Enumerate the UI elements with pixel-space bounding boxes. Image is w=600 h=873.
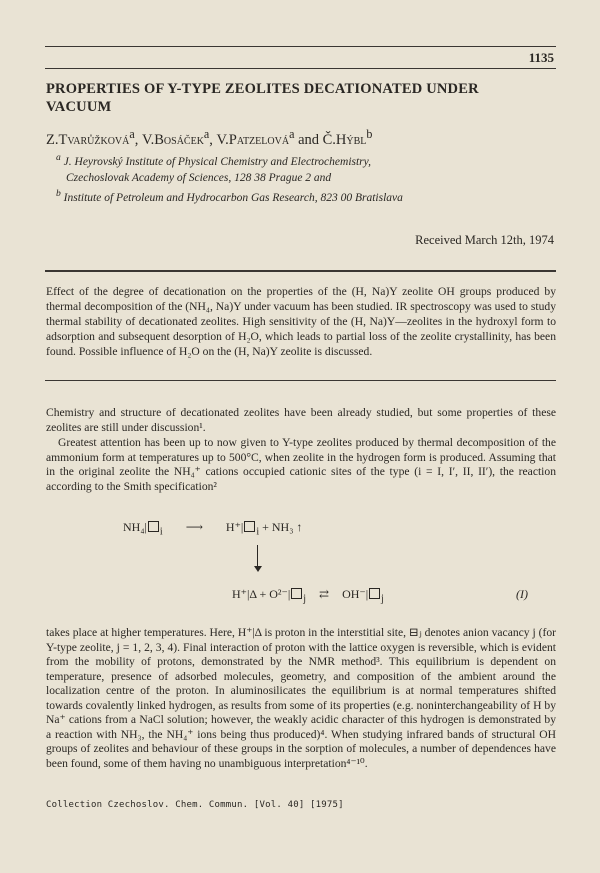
paragraph-3: takes place at higher temperatures. Here, H⁺|Δ is proton in the interstitial site, ⊟ⱼ denotes anion vacancy j (for Y-type zeolite, j = 1, 2, 3, 4). Final interaction of proton with the lattice oxygen is reversible, which is evident from the mobility of protons, demonstrated by the NMR method³. This equilibrium is dependent on temperature, presence of adsorbed molecules, geometry, and composition of the ambient around the localization centre of the proton. In aluminosilicates the equilibrium is at normal temperatures shifted towards covalently linked hydrogen, as results from some of its properties (e.g. noninterchangeability of H by Na⁺ cations from a NaCl solution; however, the weakly acidic character of this hydrogen is demonstrated by a reaction with NH₃, the NH₄⁺ ions being thus produced)⁴. When studying infrared bands of structural OH groups of zeolites and behaviour of these groups in the sorption of molecules, a number of dependences have been found, some of them having no unambiguous interpretation⁴⁻¹⁰.: [46, 626, 556, 770]
page-number: 1135: [528, 50, 554, 65]
equation-row-1: NH₄| $_i$ ⟶ H⁺| $_i$ + NH₃ ↑: [123, 520, 303, 538]
author-name: Č.Hýbl: [322, 131, 367, 148]
abstract-bottom-rule: [45, 380, 556, 381]
author-name: V.Bosáček: [142, 131, 204, 148]
abstract: Effect of the degree of decationation on the properties of the (H, Na)Y zeolite OH groups produced by thermal decomposition of the (NH₄, Na)Y under vacuum has been studied. IR spectroscopy was used to study thermal stability of decationated zeolites. High sensitivity of the (H, Na)Y—zeolites in the hydroxyl form to adsorption and subsequent desorption of H₂O, which leads to partial loss of the zeolite crystallinity, has been found. Possible influence of H₂O on the (H, Na)Y zeolite is discussed.: [46, 285, 556, 358]
author-name: V.Patzelová: [216, 131, 290, 148]
eq-product-ammonia: + NH₃ ↑: [262, 520, 303, 534]
anion-vacancy-box: [291, 588, 302, 599]
header-rule: [45, 68, 556, 69]
paragraph-1: Chemistry and structure of decationated zeolites have been already studied, but some properties of these zeolites are still under discussion¹.: [46, 406, 556, 434]
eq-reactant: NH₄: [123, 520, 145, 534]
affiliation-b-line1: Institute of Petroleum and Hydrocarbon Gas Research, 823 00 Bratislava: [63, 191, 403, 204]
top-rule: [45, 46, 556, 47]
paragraph-2: Greatest attention has been up to now given to Y-type zeolites produced by thermal decomposition of the ammonium form at temperatures up to 500°C, when zeolite in the hydrogen form is produced. Assuming that in the original zeolite the NH₄⁺ cations occupied cationic sites of the type (i = I, I′, II, II′), the reaction according to the Smith specification²: [46, 436, 556, 493]
affiliation-a-line2: Czechoslovak Academy of Sciences, 128 38 Prague 2 and: [66, 171, 332, 184]
author-affil-mark: b: [366, 127, 373, 141]
equation-number: (I): [516, 587, 528, 601]
equilibrium-arrow: ⇄: [319, 587, 330, 601]
author-affil-mark: a: [129, 127, 135, 141]
author-affil-mark: a: [289, 127, 295, 141]
received-date: Received March 12th, 1974: [415, 233, 554, 247]
cation-site-box: [148, 521, 159, 532]
author-name: Z.Tvarůžková: [46, 131, 130, 148]
affiliations: $^a$ J. Heyrovský Institute of Physical Chemistry and Electrochemistry, Czechoslovak Academy of Sciences, 128 38 Prague 2 and $^b$ Institute of Petroleum and Hydrocarbon Gas Research, 823 00 Bratislava: [56, 150, 556, 206]
affiliation-a-line1: J. Heyrovský Institute of Physical Chemistry and Electrochemistry,: [63, 155, 372, 168]
abstract-top-rule: [45, 270, 556, 272]
author-list: Z.Tvarůžková$^a$, V.Bosáček$^a$, V.Patzelová$^a$ and Č.Hýbl$^b$: [46, 127, 373, 148]
author-affil-mark: a: [203, 127, 210, 141]
equation-row-2: H⁺|Δ + O²⁻| $_j$ ⇄ OH⁻| $_j$: [232, 587, 384, 605]
journal-footer: Collection Czechoslov. Chem. Commun. [Vol. 40] [1975]: [46, 800, 344, 810]
cation-site-box: [244, 521, 255, 532]
eq-hydroxyl: OH⁻|: [342, 587, 369, 601]
eq-product-proton: H⁺: [225, 520, 241, 534]
reaction-down-arrow: [257, 545, 258, 570]
article-title: PROPERTIES OF Y-TYPE ZEOLITES DECATIONATED UNDER VACUUM: [46, 81, 479, 115]
anion-vacancy-box: [369, 588, 380, 599]
eq-interstitial-proton: H⁺|Δ + O²⁻|: [232, 587, 291, 601]
